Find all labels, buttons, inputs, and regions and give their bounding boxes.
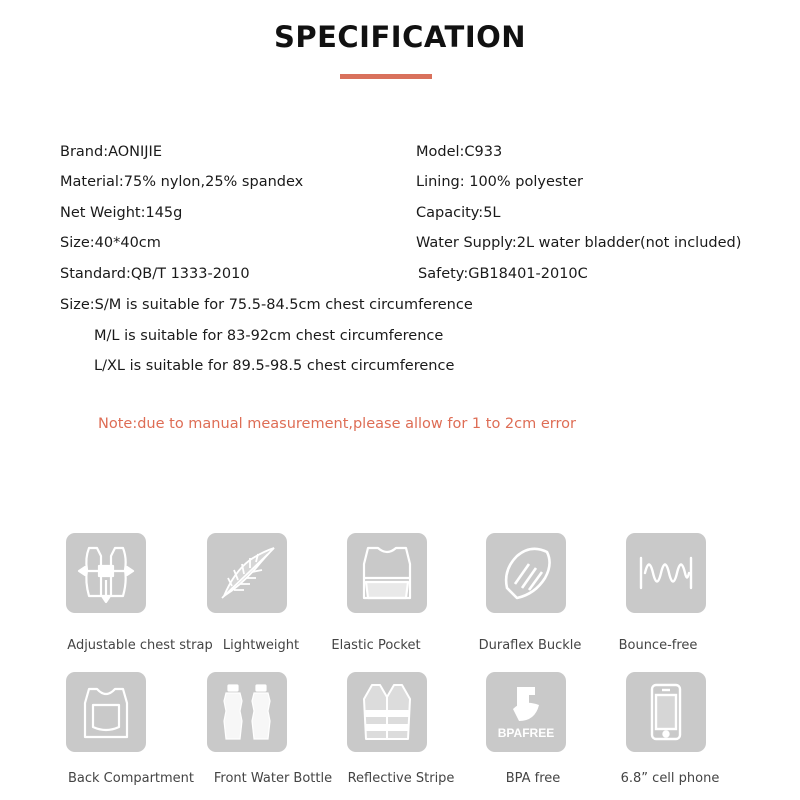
pocket-icon: [347, 533, 427, 613]
feature-label: Front Water Bottle: [213, 771, 333, 786]
spec-model: Model:C933: [416, 144, 503, 160]
spec-water-supply: Water Supply:2L water bladder(not included): [416, 235, 742, 251]
feature-label: Elastic Pocket: [331, 638, 421, 653]
bpa-free-icon: [486, 672, 566, 752]
feature-label: Reflective Stripe: [347, 771, 455, 786]
feature-label: Duraflex Buckle: [478, 638, 582, 653]
spec-safety: Safety:GB18401-2010C: [418, 266, 588, 282]
chest-strap-icon: [66, 533, 146, 613]
feature-label: 6.8” cell phone: [620, 771, 720, 786]
back-compartment-icon: [66, 672, 146, 752]
title-underline: [340, 74, 432, 79]
spec-brand: Brand:AONIJIE: [60, 144, 162, 160]
spec-material: Material:75% nylon,25% spandex: [60, 174, 304, 190]
feature-label: Adjustable chest strap: [67, 638, 213, 653]
spec-size-sm: Size:S/M is suitable for 75.5-84.5cm chest circumference: [60, 297, 473, 313]
reflective-vest-icon: [347, 672, 427, 752]
wave-icon: [626, 533, 706, 613]
water-bottle-icon: [207, 672, 287, 752]
spec-size: Size:40*40cm: [60, 235, 161, 251]
spec-standard: Standard:QB/T 1333-2010: [60, 266, 250, 282]
bpa-free-badge-text: BPAFREE: [497, 726, 555, 740]
feather-icon: [207, 533, 287, 613]
feature-label: Back Compartment: [67, 771, 195, 786]
page-title: SPECIFICATION: [273, 20, 527, 54]
cell-phone-icon: [626, 672, 706, 752]
measurement-note: Note:due to manual measurement,please allow for 1 to 2cm error: [98, 416, 576, 432]
spec-size-lxl: L/XL is suitable for 89.5-98.5 chest circumference: [94, 358, 455, 374]
spec-net-weight: Net Weight:145g: [60, 205, 183, 221]
buckle-icon: [486, 533, 566, 613]
feature-label: Lightweight: [222, 638, 300, 653]
spec-capacity: Capacity:5L: [416, 205, 501, 221]
feature-label: BPA free: [505, 771, 561, 786]
spec-lining: Lining: 100% polyester: [416, 174, 584, 190]
feature-label: Bounce-free: [618, 638, 698, 653]
spec-size-ml: M/L is suitable for 83-92cm chest circumference: [94, 328, 444, 344]
